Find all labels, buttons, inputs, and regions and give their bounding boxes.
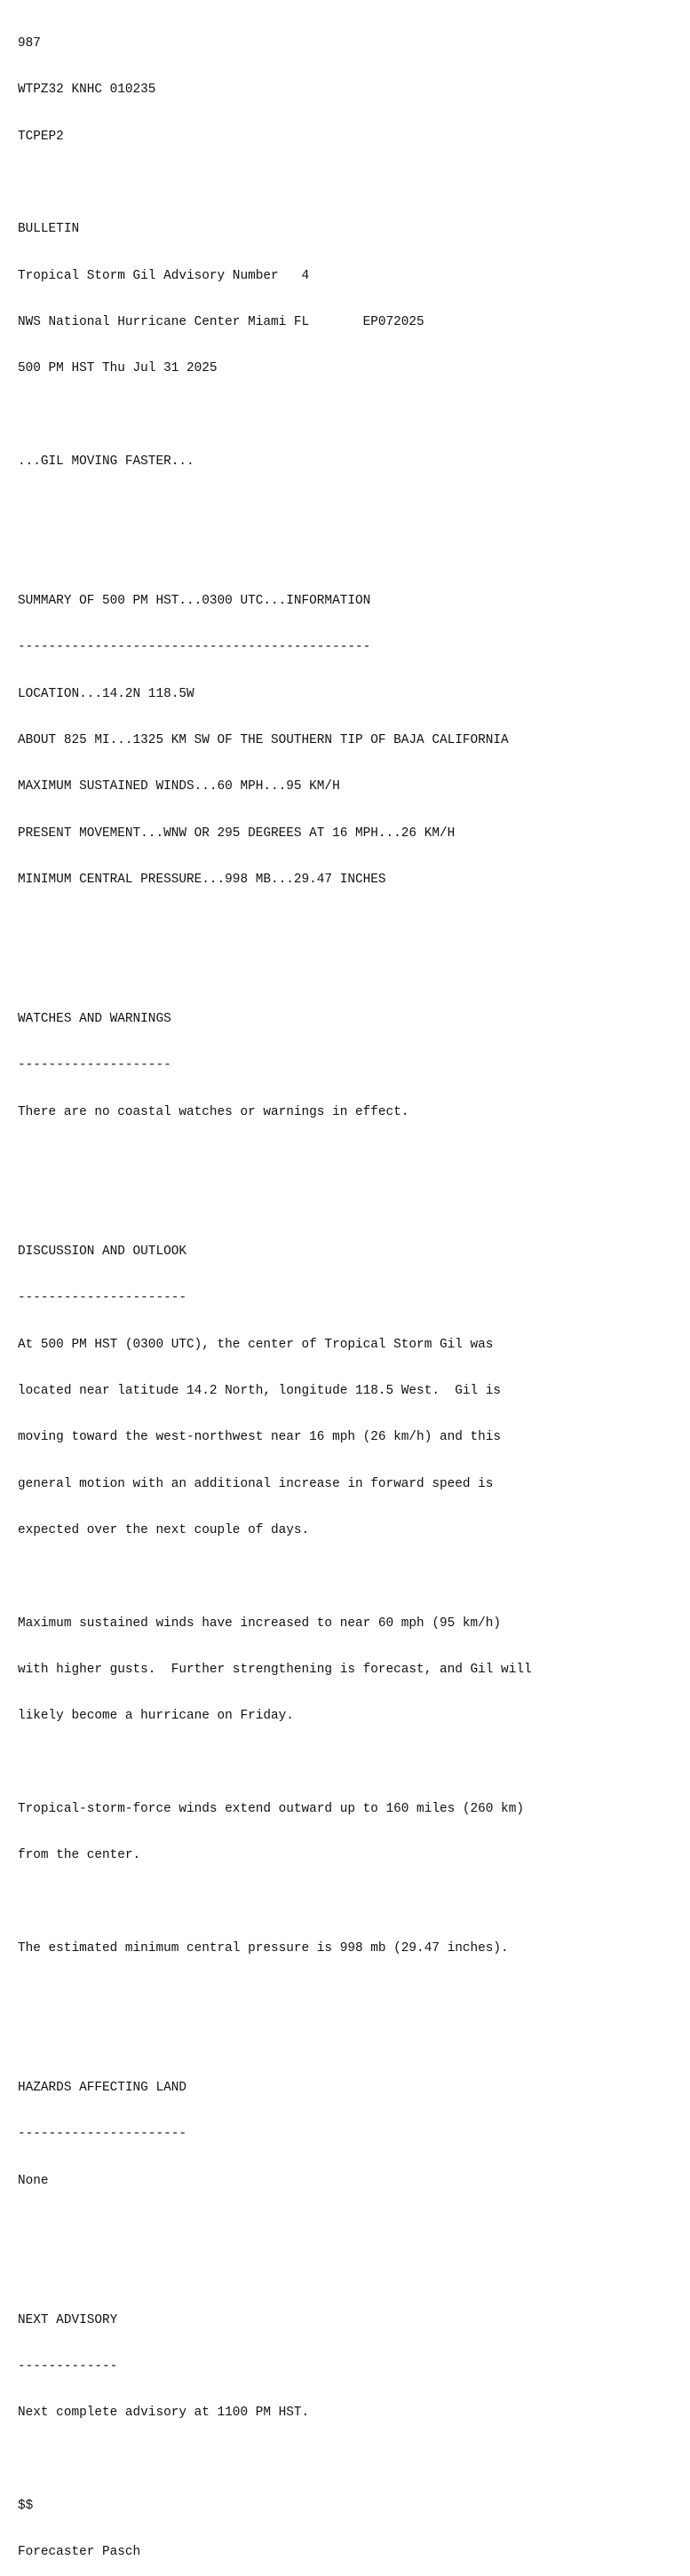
discussion-line: with higher gusts. Further strengthening is forecast, and Gil will xyxy=(18,1662,532,1677)
blank-line xyxy=(18,2220,690,2235)
blank-line xyxy=(18,1987,690,2003)
blank-line xyxy=(18,1895,690,1910)
discussion-line: Maximum sustained winds have increased to near 60 mph (95 km/h) xyxy=(18,1616,502,1631)
discussion-underline: ---------------------- xyxy=(18,1291,186,1306)
discussion-line: general motion with an additional increase in forward speed is xyxy=(18,1476,494,1491)
discussion-line: located near latitude 14.2 North, longitude 118.5 West. Gil is xyxy=(18,1383,502,1398)
discussion-line: At 500 PM HST (0300 UTC), the center of Tropical Storm Gil was xyxy=(18,1337,494,1352)
hazards-text: None xyxy=(18,2173,49,2188)
blank-line xyxy=(18,1151,690,1166)
summary-location: LOCATION...14.2N 118.5W xyxy=(18,686,194,701)
blank-line xyxy=(18,548,690,563)
blank-line xyxy=(18,2035,690,2050)
discussion-line: The estimated minimum central pressure is 998 mb (29.47 inches). xyxy=(18,1941,509,1956)
discussion-heading: DISCUSSION AND OUTLOOK xyxy=(18,1244,186,1259)
next-advisory-underline: ------------- xyxy=(18,2359,118,2375)
watches-underline: -------------------- xyxy=(18,1058,171,1073)
blank-line xyxy=(18,966,690,981)
forecaster-name: Forecaster Pasch xyxy=(18,2545,141,2560)
discussion-line: expected over the next couple of days. xyxy=(18,1522,310,1537)
summary-distance: ABOUT 825 MI...1325 KM SW OF THE SOUTHERN TIP OF BAJA CALIFORNIA xyxy=(18,733,509,748)
blank-line xyxy=(18,2266,690,2281)
blank-line xyxy=(18,919,690,934)
summary-winds: MAXIMUM SUSTAINED WINDS...60 MPH...95 KM/H xyxy=(18,779,340,794)
issue-time: 500 PM HST Thu Jul 31 2025 xyxy=(18,361,218,376)
headline: ...GIL MOVING FASTER... xyxy=(18,454,194,469)
advisory-title: Tropical Storm Gil Advisory Number 4 xyxy=(18,268,310,283)
next-advisory-heading: NEXT ADVISORY xyxy=(18,2312,118,2327)
summary-underline: ---------------------------------------------- xyxy=(18,640,371,655)
summary-movement: PRESENT MOVEMENT...WNW OR 295 DEGREES AT 16 MPH...26 KM/H xyxy=(18,826,456,841)
watches-heading: WATCHES AND WARNINGS xyxy=(18,1012,171,1027)
hazards-heading: HAZARDS AFFECTING LAND xyxy=(18,2081,186,2096)
next-advisory-text: Next complete advisory at 1100 PM HST. xyxy=(18,2406,310,2421)
blank-line xyxy=(18,1198,690,1213)
blank-line xyxy=(18,1569,690,1584)
wmo-header: WTPZ32 KNHC 010235 xyxy=(18,83,156,98)
watches-text: There are no coastal watches or warnings in effect. xyxy=(18,1104,409,1119)
issuer-line: NWS National Hurricane Center Miami FL EP072025 xyxy=(18,314,424,329)
bulletin-label: BULLETIN xyxy=(18,222,80,237)
discussion-line: moving toward the west-northwest near 16 mph (26 km/h) and this xyxy=(18,1430,502,1445)
summary-heading: SUMMARY OF 500 PM HST...0300 UTC...INFORMATION xyxy=(18,594,371,609)
blank-line xyxy=(18,1756,690,1771)
awips-id: TCPEP2 xyxy=(18,129,64,144)
blank-line xyxy=(18,408,690,423)
blank-line xyxy=(18,176,690,191)
discussion-line: from the center. xyxy=(18,1848,141,1863)
blank-line xyxy=(18,501,690,516)
discussion-line: likely become a hurricane on Friday. xyxy=(18,1709,294,1724)
blank-line xyxy=(18,2453,690,2468)
summary-pressure: MINIMUM CENTRAL PRESSURE...998 MB...29.47 INCHES xyxy=(18,873,386,888)
hazards-underline: ---------------------- xyxy=(18,2127,186,2142)
discussion-line: Tropical-storm-force winds extend outward up to 160 miles (260 km) xyxy=(18,1801,524,1816)
product-id-number: 987 xyxy=(18,36,41,51)
terminator: $$ xyxy=(18,2499,34,2514)
